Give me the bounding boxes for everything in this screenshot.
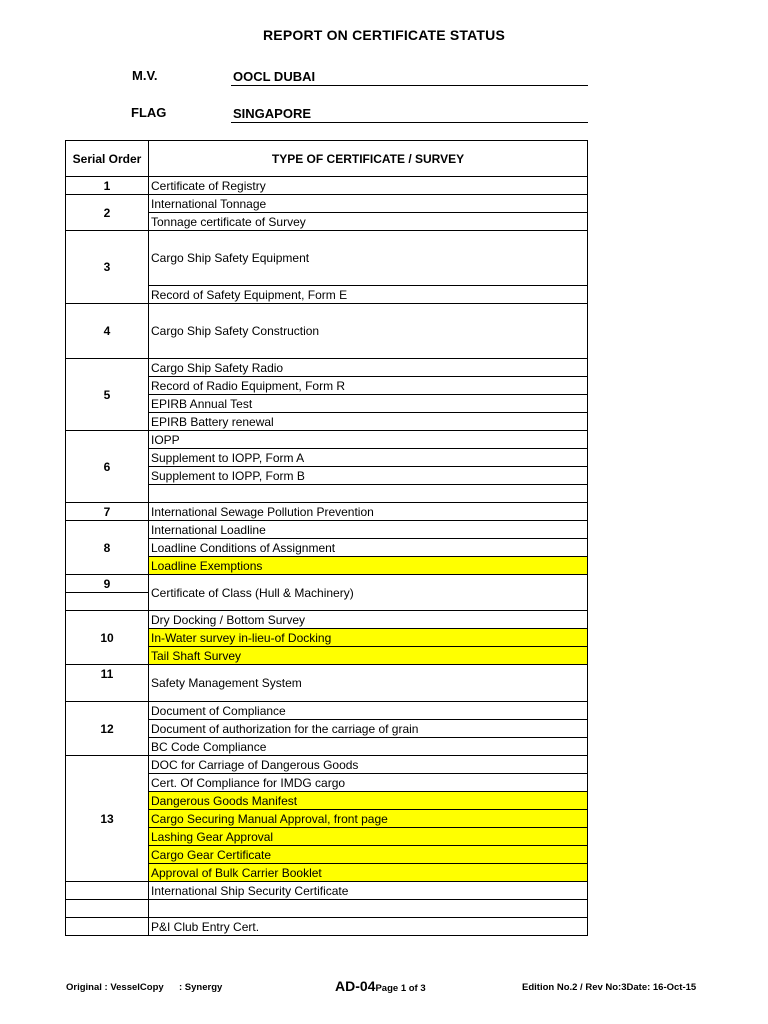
certificate-cell: Record of Radio Equipment, Form R bbox=[149, 377, 588, 395]
serial-cell: 6 bbox=[66, 431, 149, 503]
table-row bbox=[66, 882, 588, 900]
certificate-table bbox=[65, 140, 588, 936]
certificate-cell: Supplement to IOPP, Form A bbox=[149, 449, 588, 467]
table-row bbox=[66, 503, 588, 521]
table-row bbox=[66, 231, 588, 286]
certificate-cell-highlighted: In-Water survey in-lieu-of Docking bbox=[149, 629, 588, 647]
serial-cell-empty bbox=[66, 918, 149, 936]
table-header-row bbox=[66, 141, 588, 177]
serial-cell: 5 bbox=[66, 359, 149, 431]
table-row bbox=[66, 918, 588, 936]
table-row bbox=[66, 611, 588, 629]
certificate-cell-highlighted: Cargo Securing Manual Approval, front page bbox=[149, 810, 588, 828]
serial-cell: 8 bbox=[66, 521, 149, 575]
report-title: REPORT ON CERTIFICATE STATUS bbox=[262, 27, 506, 43]
footer-edition: Edition No.2 / Rev No:3Date: 16-Oct-15 bbox=[522, 982, 697, 993]
flag-value: SINGAPORE bbox=[231, 105, 588, 123]
certificate-cell: Loadline Conditions of Assignment bbox=[149, 539, 588, 557]
certificate-cell: DOC for Carriage of Dangerous Goods bbox=[149, 756, 588, 774]
serial-cell-empty bbox=[66, 593, 149, 611]
certificate-cell: Certificate of Class (Hull & Machinery) bbox=[149, 575, 588, 611]
serial-cell: 10 bbox=[66, 611, 149, 665]
certificate-cell-highlighted: Tail Shaft Survey bbox=[149, 647, 588, 665]
serial-cell: 11 bbox=[66, 665, 149, 702]
certificate-cell: Dry Docking / Bottom Survey bbox=[149, 611, 588, 629]
certificate-cell-highlighted: Cargo Gear Certificate bbox=[149, 846, 588, 864]
serial-cell: 3 bbox=[66, 231, 149, 304]
certificate-cell: Supplement to IOPP, Form B bbox=[149, 467, 588, 485]
certificate-cell: Cargo Ship Safety Equipment bbox=[149, 231, 588, 286]
table-row bbox=[66, 359, 588, 377]
certificate-cell-highlighted: Approval of Bulk Carrier Booklet bbox=[149, 864, 588, 882]
mv-label: M.V. bbox=[132, 68, 158, 83]
table-row bbox=[66, 177, 588, 195]
certificate-cell: International Ship Security Certificate bbox=[149, 882, 588, 900]
serial-cell-empty bbox=[66, 900, 149, 918]
certificate-cell-highlighted: Dangerous Goods Manifest bbox=[149, 792, 588, 810]
table-row bbox=[66, 575, 588, 593]
certificate-cell: Tonnage certificate of Survey bbox=[149, 213, 588, 231]
certificate-cell-highlighted: Loadline Exemptions bbox=[149, 557, 588, 575]
certificate-cell: Certificate of Registry bbox=[149, 177, 588, 195]
serial-cell: 9 bbox=[66, 575, 149, 593]
table-row bbox=[66, 665, 588, 702]
certificate-cell: Document of Compliance bbox=[149, 702, 588, 720]
certificate-cell: Record of Safety Equipment, Form E bbox=[149, 286, 588, 304]
certificate-cell: International Tonnage bbox=[149, 195, 588, 213]
certificate-cell: Cargo Ship Safety Radio bbox=[149, 359, 588, 377]
serial-cell: 2 bbox=[66, 195, 149, 231]
vessel-name: OOCL DUBAI bbox=[231, 68, 588, 86]
header-certificate-type: TYPE OF CERTIFICATE / SURVEY bbox=[149, 141, 588, 177]
certificate-cell: International Sewage Pollution Prevention bbox=[149, 503, 588, 521]
table-row bbox=[66, 521, 588, 539]
document-code bbox=[335, 978, 426, 994]
certificate-cell: Safety Management System bbox=[149, 665, 588, 702]
certificate-cell: Document of authorization for the carriage of grain bbox=[149, 720, 588, 738]
serial-cell: 13 bbox=[66, 756, 149, 882]
certificate-cell-highlighted: Lashing Gear Approval bbox=[149, 828, 588, 846]
certificate-cell: International Loadline bbox=[149, 521, 588, 539]
document-code-label: AD-04 bbox=[335, 978, 376, 994]
serial-cell: 1 bbox=[66, 177, 149, 195]
serial-cell: 12 bbox=[66, 702, 149, 756]
serial-cell: 4 bbox=[66, 304, 149, 359]
table-row bbox=[66, 756, 588, 774]
certificate-cell: EPIRB Battery renewal bbox=[149, 413, 588, 431]
certificate-cell: Cert. Of Compliance for IMDG cargo bbox=[149, 774, 588, 792]
certificate-cell: BC Code Compliance bbox=[149, 738, 588, 756]
table-row bbox=[66, 304, 588, 359]
certificate-cell: EPIRB Annual Test bbox=[149, 395, 588, 413]
table-row bbox=[66, 195, 588, 213]
serial-cell-empty bbox=[66, 882, 149, 900]
flag-label: FLAG bbox=[131, 105, 167, 120]
certificate-cell: IOPP bbox=[149, 431, 588, 449]
certificate-cell: P&I Club Entry Cert. bbox=[149, 918, 588, 936]
footer-copy: : Synergy bbox=[179, 982, 223, 993]
certificate-cell-empty bbox=[149, 900, 588, 918]
page-number: Page 1 of 3 bbox=[375, 983, 426, 994]
table-row bbox=[66, 431, 588, 449]
footer-original: Original : VesselCopy bbox=[66, 982, 164, 993]
header-serial-order: Serial Order bbox=[66, 141, 149, 177]
certificate-cell: Cargo Ship Safety Construction bbox=[149, 304, 588, 359]
table-row bbox=[66, 900, 588, 918]
serial-cell: 7 bbox=[66, 503, 149, 521]
table-row bbox=[66, 702, 588, 720]
certificate-cell-empty bbox=[149, 485, 588, 503]
